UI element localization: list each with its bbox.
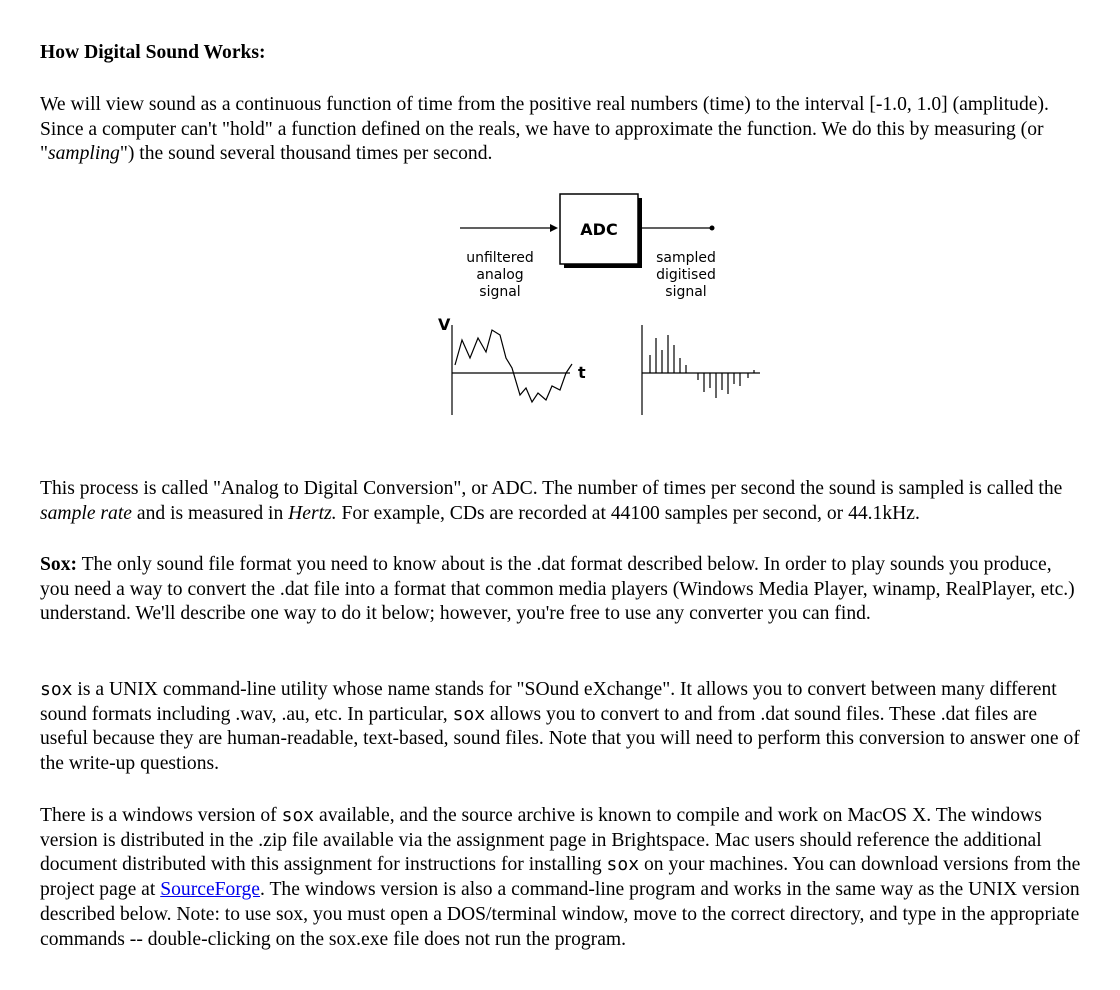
sox-label: Sox:	[40, 554, 78, 575]
signal-label-right: signal	[665, 284, 707, 300]
windows-text-3: on your machines. You can download versions from the project page at	[40, 854, 1081, 901]
input-arrow-head	[550, 224, 558, 232]
windows-paragraph	[40, 804, 1090, 952]
sox-text: The only sound file format you need to know about is the .dat format described below. In order to play sounds you produce, you need a way to convert the .dat file into a format that common media players (Windows Media Player, winamp, RealPlayer, etc.) understand. We'll describe one way to do it below; however, you're free to use any converter you can find.	[40, 554, 1075, 625]
windows-text-4: . The windows version is also a command-line program and works in the same way as the UNIX version described below. Note: to use sox, you must open a DOS/terminal window, move to the correct directory, and type in the appropriate commands -- double-clicking on the sox.exe file does not run the program.	[40, 879, 1080, 950]
sox-paragraph	[40, 553, 1080, 627]
t-axis-label: t	[578, 363, 586, 382]
sourceforge-link[interactable]: SourceForge	[160, 879, 261, 901]
unfiltered-label: unfiltered	[466, 250, 534, 266]
windows-text-2: available, and the source archive is known to compile and work on MacOS X. The windows version is distributed in the .zip file available via the assignment page in Brightspace. Mac users should reference the additional document distributed with this assignment for instructions for installing	[40, 805, 1042, 876]
digitised-label: digitised	[656, 267, 716, 283]
hertz-term: Hertz.	[288, 502, 337, 524]
windows-text-1: There is a windows version of	[40, 805, 282, 826]
intro-emphasis: sampling	[48, 143, 120, 165]
adc-text-3: For example, CDs are recorded at 44100 samples per second, or 44.1kHz.	[336, 502, 920, 524]
adc-paragraph	[40, 477, 1100, 526]
intro-text-2: ") the sound several thousand times per second.	[119, 143, 493, 165]
analog-waveform	[455, 330, 572, 402]
sox-code-1: sox	[40, 679, 73, 700]
output-dot	[710, 226, 715, 231]
adc-text-1: This process is called "Analog to Digital Conversion", or ADC. The number of times per second the sound is sampled is called the	[40, 478, 1063, 499]
sample-rate-term: sample rate	[40, 502, 132, 524]
sox-desc-text-1: is a UNIX command-line utility whose name stands for "SOund eXchange". It allows you to convert between many different sound formats including .wav, .au, etc. In particular,	[40, 679, 1057, 725]
sox-desc-text-2: allows you to convert to and from .dat sound files. These .dat files are useful because they are human-readable, text-based, sound files. Note that you will need to perform this conversion to answer one of the write-up questions.	[40, 703, 1080, 775]
adc-diagram	[400, 190, 760, 420]
sox-description-paragraph	[40, 678, 1080, 777]
intro-paragraph	[40, 93, 1090, 167]
adc-text-2: and is measured in	[131, 502, 289, 524]
intro-text-1: We will view sound as a continuous function of time from the positive real numbers (time) to the interval [-1.0, 1.0] (amplitude). Since a computer can't "hold" a function defined on the reals, we have to approximate the function. We do this by measuring (or "	[40, 94, 1049, 165]
signal-label-left: signal	[479, 284, 521, 300]
page-heading: How Digital Sound Works:	[40, 42, 266, 63]
sample-bars	[650, 335, 754, 398]
v-axis-label: V	[438, 315, 451, 334]
analog-label: analog	[476, 267, 524, 283]
adc-box-label: ADC	[580, 220, 618, 239]
sox-code-4: sox	[606, 854, 640, 876]
sox-code-2: sox	[452, 703, 486, 725]
sampled-label: sampled	[656, 250, 716, 266]
sox-code-3: sox	[281, 805, 315, 826]
